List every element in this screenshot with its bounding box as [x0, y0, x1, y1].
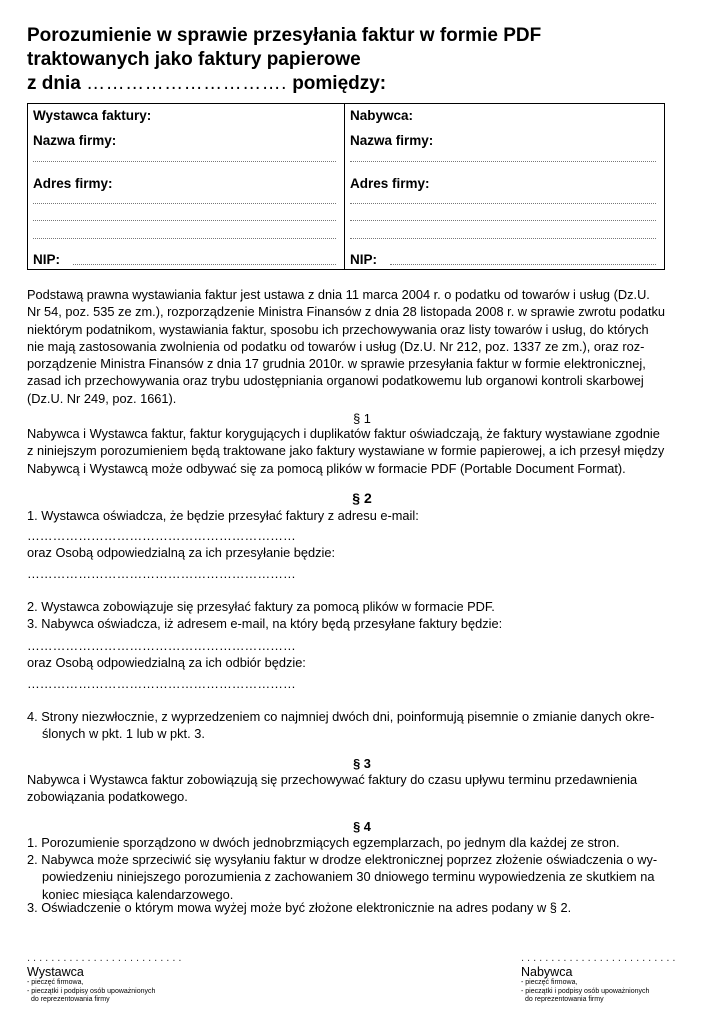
buyer-address-field-1[interactable] — [350, 203, 656, 204]
buyer-address-field-3[interactable] — [350, 238, 656, 239]
buyer-signature-label: Nabywca — [521, 965, 573, 979]
section-1-text — [27, 425, 697, 477]
s4-item-2-line: 2. Nabywca może sprzeciwić się wysyłaniu faktur w drodze elektronicznej poprzez złożenie oświadczenia o wy- — [27, 852, 658, 867]
s4-item-3: 3. Oświadczenie o którym mowa wyżej może być złożone elektronicznie na adres podany w § 2. — [27, 900, 572, 915]
issuer-address-label: Adres firmy: — [33, 176, 113, 191]
s4-item-2-line: koniec miesiąca kalendarzowego. — [42, 886, 234, 902]
intro-line: zasad ich przechowywania oraz trybu udostępniania organowi podatkowemu lub organowi kontroli skarbowej — [27, 373, 644, 389]
s4-item-2 — [27, 851, 697, 903]
issuer-nip-label: NIP: — [33, 252, 60, 267]
buyer-signature-note: - pieczątki i podpisy osób upoważnionych — [521, 987, 650, 995]
s3-line: Nabywca i Wystawca faktur zobowiązują się przechowywać faktury do czasu upływu terminu przedawnienia — [27, 772, 638, 787]
buyer-nip-label: NIP: — [350, 252, 377, 267]
issuer-signature-note: do reprezentowania firmy — [31, 996, 110, 1003]
s4-item-1: 1. Porozumienie sporządzono w dwóch jednobrzmiących egzemplarzach, po jednym dla każdej ze stron. — [27, 835, 620, 850]
section-3-heading: § 3 — [353, 756, 371, 771]
s4-item-2-line: powiedzeniu niniejszego porozumienia z zachowaniem 30 dniowego terminu wypowiedzenia ze skutkiem na — [42, 869, 655, 885]
buyer-nip-field[interactable] — [390, 264, 656, 265]
section-1-heading: § 1 — [353, 411, 371, 426]
issuer-email-field[interactable]: ……………………………………………………… — [27, 528, 296, 543]
intro-line: (Dz.U. Nr 249, poz. 1661). — [27, 390, 177, 406]
document-title — [27, 24, 707, 96]
buyer-header: Nabywca: — [350, 108, 414, 123]
issuer-signature-block — [27, 952, 227, 1005]
title-between: pomiędzy: — [292, 73, 387, 94]
title-date-dots: …………………………. — [86, 73, 287, 94]
buyer-signature-note: - pieczęć firmowa, — [521, 979, 578, 986]
buyer-address-label: Adres firmy: — [350, 176, 430, 191]
buyer-name-field[interactable] — [350, 161, 656, 162]
buyer-address-field-2[interactable] — [350, 220, 656, 221]
issuer-address-field-2[interactable] — [33, 220, 336, 221]
issuer-signature-note: - pieczątki i podpisy osób upoważnionych — [27, 987, 156, 995]
s3-line: zobowiązania podatkowego. — [27, 789, 188, 805]
issuer-address-field-1[interactable] — [33, 203, 336, 204]
issuer-header: Wystawca faktury: — [33, 108, 152, 123]
issuer-nip-field[interactable] — [73, 264, 336, 265]
title-date-prefix: z dnia — [27, 73, 81, 94]
s2-item-1: 1. Wystawca oświadcza, że będzie przesyłać faktury z adresu e-mail: — [27, 508, 419, 523]
intro-line: nie mają zastosowania zwolnienia od podatku od towarów i usług (Dz.U. Nr 212, poz. 1337 ze zm.), oraz roz- — [27, 338, 645, 354]
issuer-column — [28, 104, 345, 269]
issuer-address-field-3[interactable] — [33, 238, 336, 239]
legal-basis-paragraph — [27, 286, 697, 407]
issuer-signature-label: Wystawca — [27, 965, 84, 979]
s2-item-3: 3. Nabywca oświadcza, iż adresem e-mail, na który będą przesyłane faktury będzie: — [27, 616, 503, 631]
section-4-heading: § 4 — [353, 819, 371, 834]
intro-line: Nr 54, poz. 535 ze zm.), rozporządzenie Ministra Finansów z dnia 28 listopada 2008 r. w sprawie zwrotu podatku — [27, 304, 666, 320]
title-line-2: traktowanych jako faktury papierowe — [27, 49, 361, 70]
s2-person-1: oraz Osobą odpowiedzialną za ich przesyłanie będzie: — [27, 545, 336, 560]
title-line-1: Porozumienie w sprawie przesyłania faktur w formie PDF — [27, 25, 542, 46]
intro-line: porządzenie Ministra Finansów z dnia 17 grudnia 2010r. w sprawie przesyłania faktur w formie elektronicznej, — [27, 356, 646, 372]
s1-line: Nabywcą i Wystawcą może odbywać się za pomocą plików w formacie PDF (Portable Document Format). — [27, 460, 626, 476]
issuer-signature-note: - pieczęć firmowa, — [27, 979, 84, 986]
s2-item-4 — [27, 708, 712, 743]
title-line-3 — [27, 72, 707, 96]
issuer-name-label: Nazwa firmy: — [33, 133, 117, 148]
buyer-signature-note: do reprezentowania firmy — [525, 996, 604, 1003]
buyer-signature-line[interactable]: .......................... — [521, 952, 679, 964]
buyer-signature-block — [521, 952, 711, 1005]
s1-line: z niniejszym porozumieniem będą traktowane jako faktury wystawiane w formie papierowej, a ich przesył między — [27, 443, 665, 459]
issuer-name-field[interactable] — [33, 161, 336, 162]
buyer-name-label: Nazwa firmy: — [350, 133, 434, 148]
buyer-column — [345, 104, 664, 269]
issuer-person-field[interactable]: ……………………………………………………… — [27, 566, 296, 581]
s1-line: Nabywca i Wystawca faktur, faktur korygujących i duplikatów faktur oświadczają, że faktury wystawiane zgodnie — [27, 426, 660, 441]
s2-item-4-line: 4. Strony niezwłocznie, z wyprzedzeniem co najmniej dwóch dni, poinformują pisemnie o zmianie danych okre- — [27, 709, 655, 724]
intro-line: niektórym podatnikom, wystawiania faktur, sposobu ich przechowywania oraz listy towarów i usług, do których — [27, 321, 649, 337]
s2-item-4-line: ślonych w pkt. 1 lub w pkt. 3. — [42, 726, 205, 742]
intro-line: Podstawą prawna wystawiania faktur jest ustawa z dnia 11 marca 2004 r. o podatku od towarów i usług (Dz.U. — [27, 287, 650, 302]
section-2-heading: § 2 — [352, 490, 372, 506]
section-3-text — [27, 771, 697, 806]
s2-person-2: oraz Osobą odpowiedzialną za ich odbiór będzie: — [27, 655, 306, 670]
s2-item-2: 2. Wystawca zobowiązuje się przesyłać faktury za pomocą plików w formacie PDF. — [27, 599, 495, 614]
issuer-signature-line[interactable]: .......................... — [27, 952, 185, 964]
parties-form — [27, 103, 665, 270]
buyer-email-field[interactable]: ……………………………………………………… — [27, 638, 296, 653]
buyer-person-field[interactable]: ……………………………………………………… — [27, 676, 296, 691]
